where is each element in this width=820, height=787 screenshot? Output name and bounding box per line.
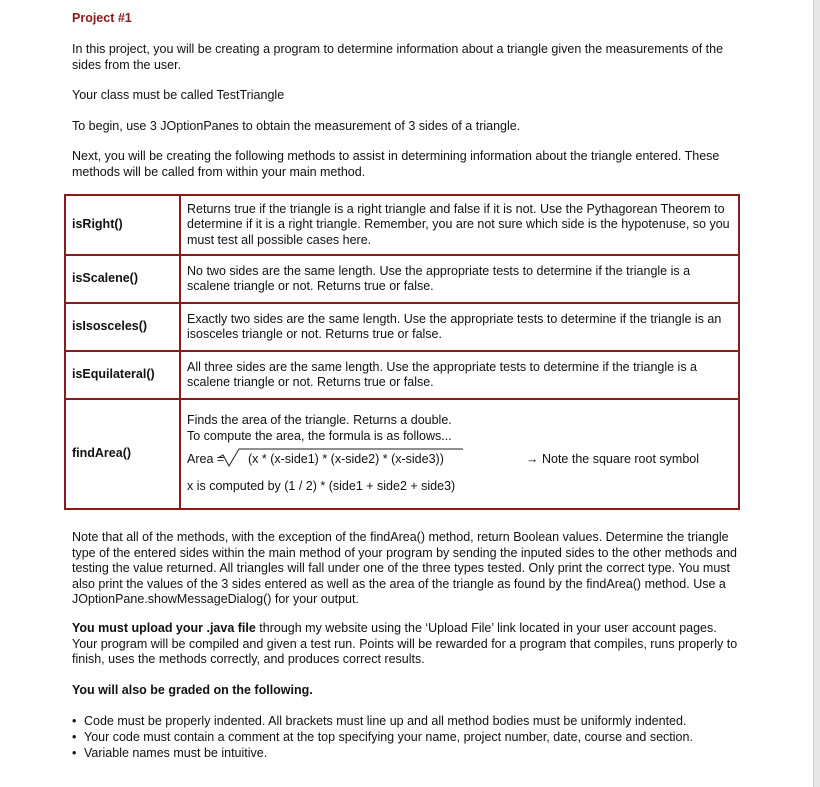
method-name: findArea() (65, 399, 180, 509)
class-name-paragraph: Your class must be called TestTriangle (72, 88, 285, 102)
table-row (65, 303, 739, 351)
area-label: Area = (187, 452, 225, 467)
method-name: isScalene() (65, 255, 180, 303)
intro-paragraph: In this project, you will be creating a program to determine information about a triangle given the measurements of the sides from the user. (72, 42, 724, 72)
list-item-text: Code must be properly indented. All brackets must line up and all method bodies must be uniformly indented. (84, 714, 687, 728)
area-formula (187, 450, 732, 470)
method-description: Exactly two sides are the same length. Use the appropriate tests to determine if the triangle is an isosceles triangle or not. Returns true or false. (180, 303, 739, 351)
table-row (65, 195, 739, 255)
list-item: • Code must be properly indented. All brackets must line up and all method bodies must be uniformly indented. (72, 714, 687, 728)
method-name: isEquilateral() (65, 351, 180, 399)
note-paragraph: Note that all of the methods, with the exception of the findArea() method, return Boolean values. Determine the triangle type of the entered sides within the main method of your program by sending the inputed sides to the other methods and testing the value returned. All triangles will fall under one of the three types tested. Only print the correct type. You must also print the values of the 3 sides entered as well as the area of the triangle as found by the findArea() method. Use a JOptionPane.showMessageDialog() for your output. (72, 530, 737, 606)
x-computation: x is computed by (1 / 2) * (side1 + side2 + side3) (187, 479, 456, 494)
method-description: Returns true if the triangle is a right triangle and false if it is not. Use the Pythagorean Theorem to determine if it is a right triangle. Remember, you are not sure which side is the hypotenuse, so you must test all possible cases here. (180, 195, 739, 255)
scrollbar[interactable] (813, 0, 820, 787)
upload-bold: You must upload your .java file (72, 621, 256, 635)
next-paragraph: Next, you will be creating the following methods to assist in determining information about the triangle entered. These methods will be called from within your main method. (72, 149, 720, 179)
table-row (65, 255, 739, 303)
grading-list (72, 713, 772, 761)
formula-expression: (x * (x-side1) * (x-side2) * (x-side3)) (248, 452, 444, 467)
list-item: • Variable names must be intuitive. (72, 746, 268, 760)
list-item-text: Your code must contain a comment at the top specifying your name, project number, date, course and section. (84, 730, 693, 744)
method-name: isIsosceles() (65, 303, 180, 351)
table-row (65, 351, 739, 399)
find-area-line2: To compute the area, the formula is as follows... (187, 428, 452, 443)
list-item: • Your code must contain a comment at the top specifying your name, project number, date, course and section. (72, 730, 693, 744)
begin-paragraph: To begin, use 3 JOptionPanes to obtain the measurement of 3 sides of a triangle. (72, 119, 521, 133)
upload-paragraph (72, 621, 740, 668)
find-area-line1: Finds the area of the triangle. Returns a double. (187, 413, 452, 428)
table-row (65, 399, 739, 509)
page-title: Project #1 (72, 11, 132, 25)
method-description: No two sides are the same length. Use the appropriate tests to determine if the triangle is a scalene triangle or not. Returns true or false. (180, 255, 739, 303)
upload-rest: through my website using the ‘Upload File’ link located in your user account pages. Your program will be compiled and given a test run. Points will be rewarded for a program that compiles, runs properly to finish, uses the methods correctly, and produces correct results. (72, 621, 738, 666)
square-root-note: → Note the square root symbol (526, 452, 699, 467)
method-description (180, 399, 739, 509)
methods-table (64, 194, 740, 510)
graded-heading: You will also be graded on the following. (72, 683, 313, 697)
method-description: All three sides are the same length. Use the appropriate tests to determine if the triangle is a scalene triangle or not. Returns true or false. (180, 351, 739, 399)
list-item-text: Variable names must be intuitive. (84, 746, 268, 760)
method-name: isRight() (65, 195, 180, 255)
